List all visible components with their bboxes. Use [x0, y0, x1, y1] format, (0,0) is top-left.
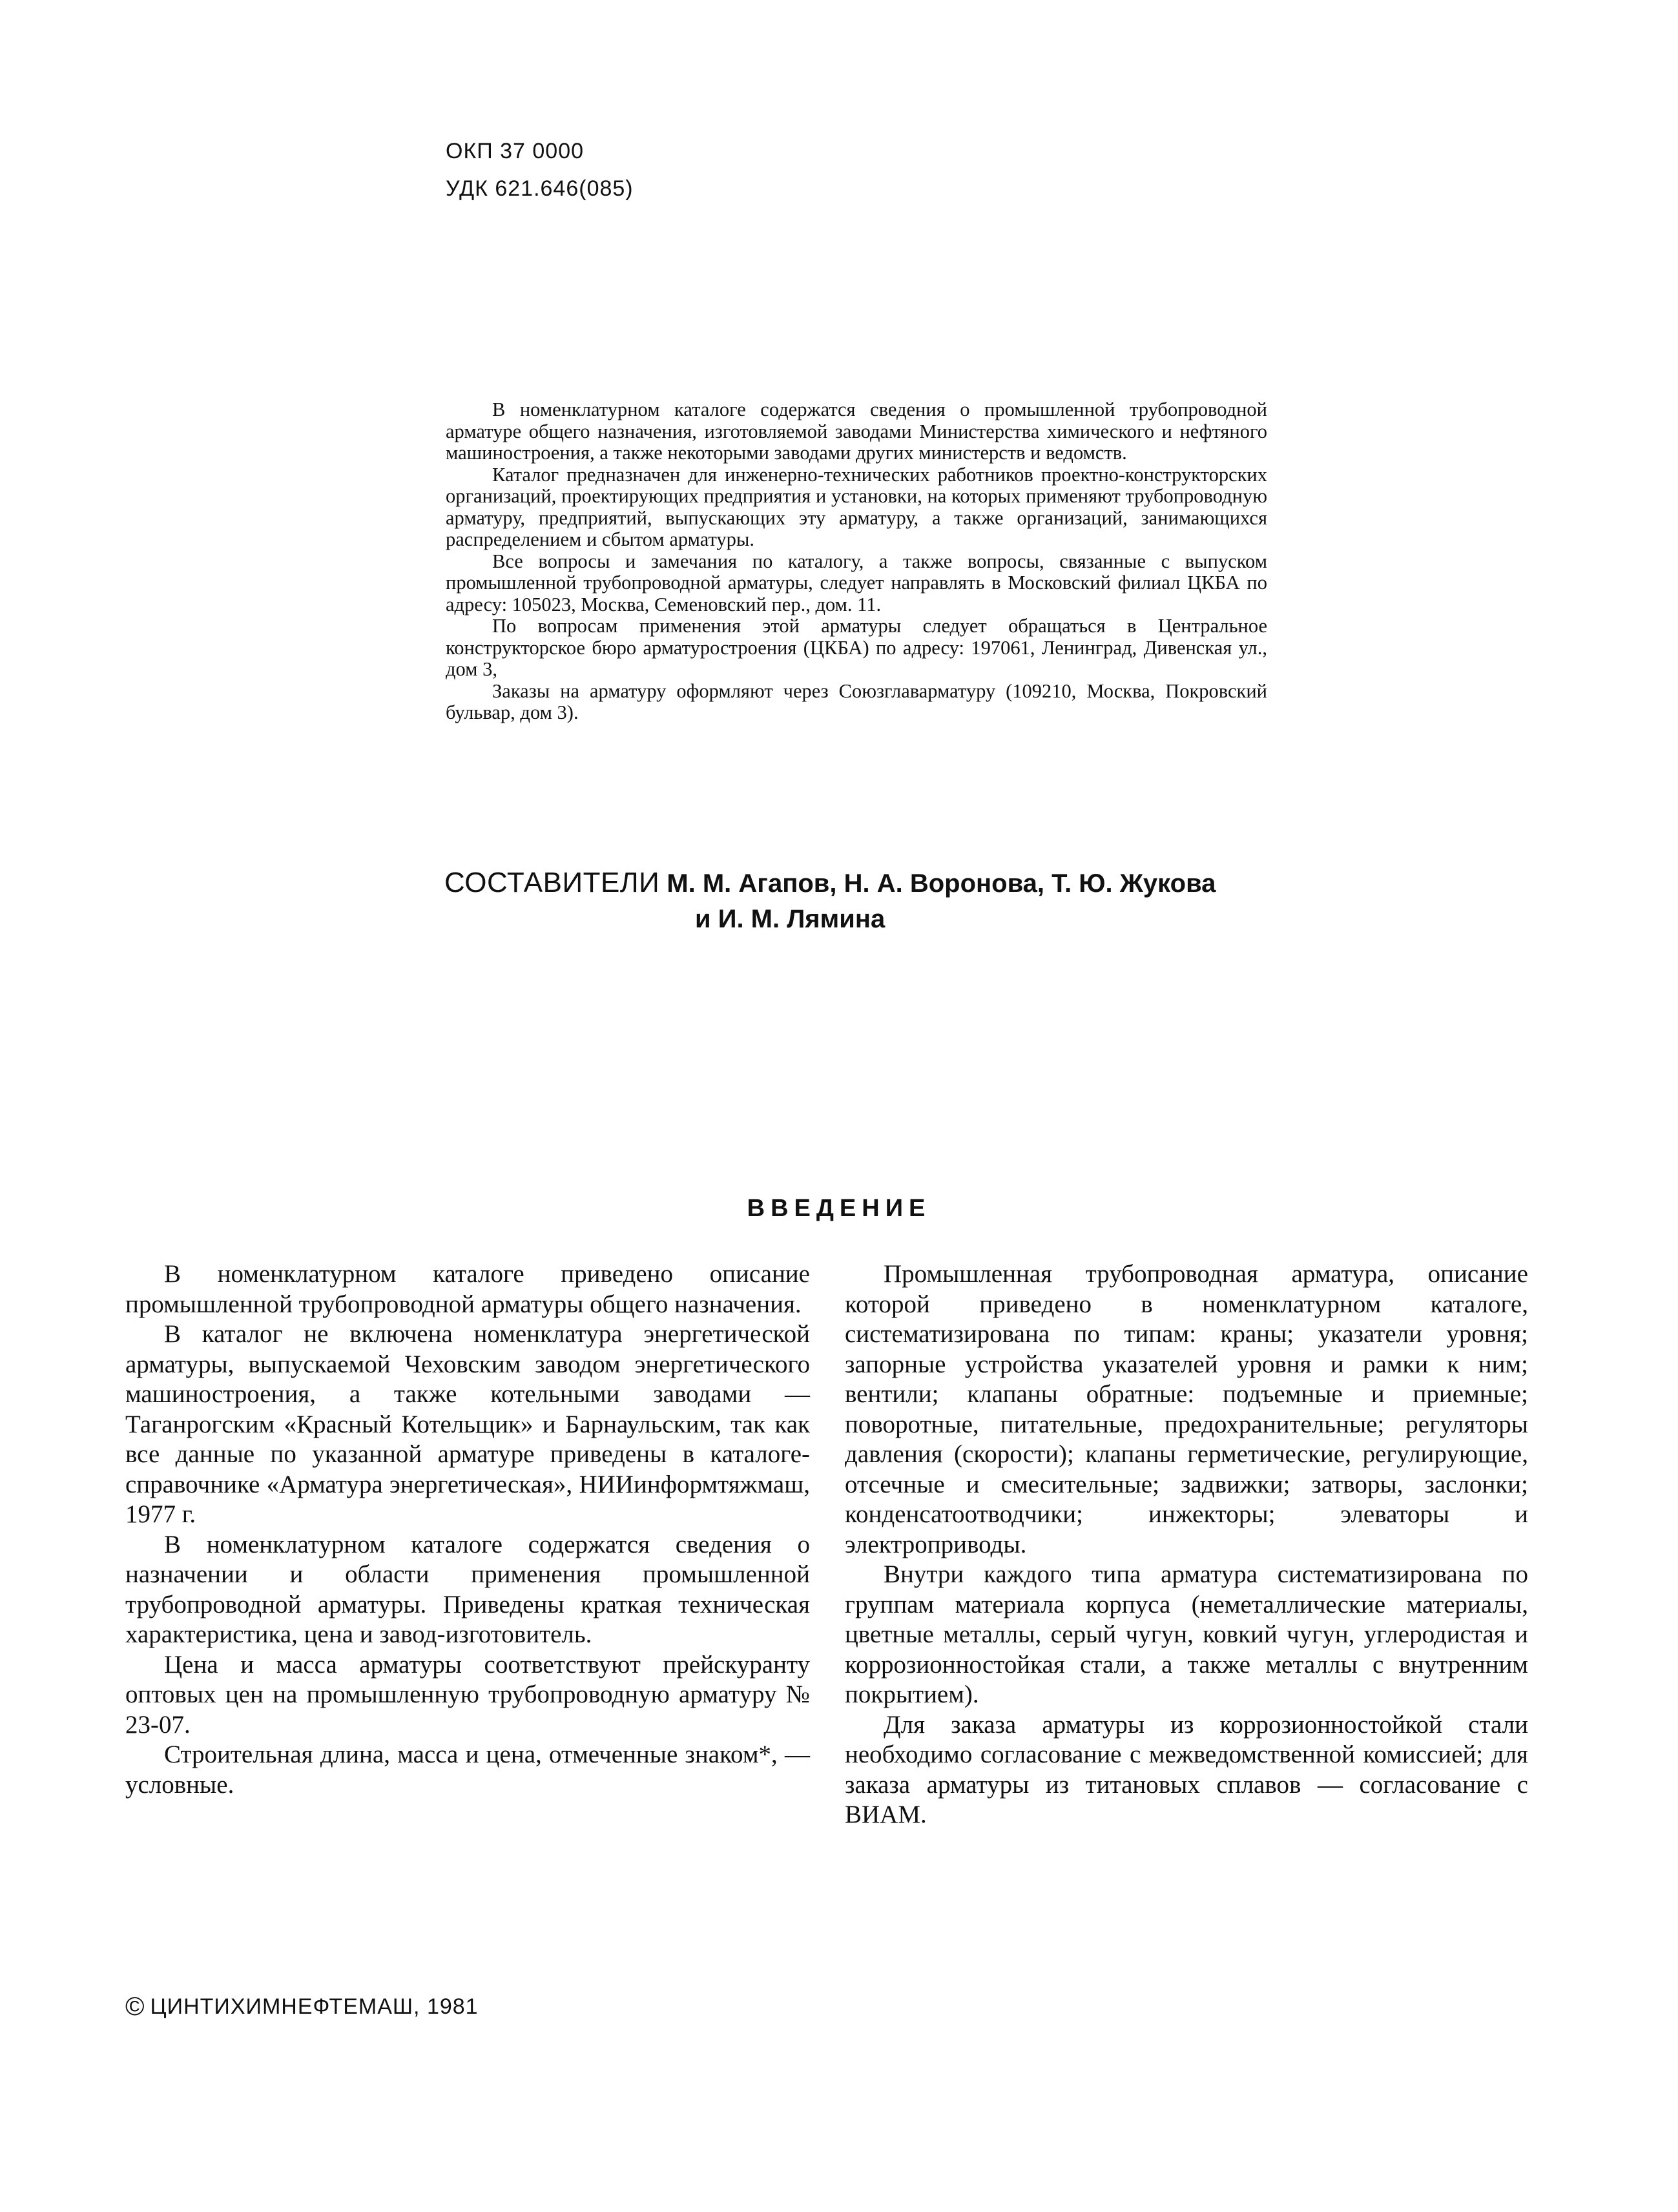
- compilers-names-continued: и И. М. Лямина: [695, 905, 886, 933]
- copyright-icon: ©: [125, 1992, 145, 2021]
- compilers: [444, 865, 1278, 936]
- compilers-names: М. М. Агапов, Н. А. Воронова, Т. Ю. Жукова: [667, 869, 1216, 898]
- okp-code: ОКП 37 0000: [446, 139, 585, 163]
- annotation-paragraph: По вопросам применения этой арматуры следует обращаться в Центральное конструкторское бюро арматуростроения (ЦКБА) по адресу: 197061, Ленинград, Дивенская ул., дом 3,: [446, 615, 1267, 680]
- intro-paragraph: Для заказа арматуры из коррозионностойкой стали необходимо согласование с межведомственной комиссией; для заказа арматуры из титановых сплавов — согласование с ВИАМ.: [845, 1710, 1528, 1828]
- publisher: ЦИНТИХИМНЕФТЕМАШ, 1981: [150, 1994, 479, 2019]
- intro-paragraph: Цена и масса арматуры соответствуют прейскуранту оптовых цен на промышленную трубопроводную арматуру № 23-07.: [125, 1650, 810, 1739]
- intro-paragraph: В номенклатурном каталоге содержатся сведения о назначении и области применения промышленной трубопроводной арматуры. Приведены краткая техническая характеристика, цена и завод-изготовитель.: [125, 1530, 810, 1648]
- intro-paragraph: В каталог не включена номенклатура энергетической арматуры, выпускаемой Чеховским заводом энергетического машиностроения, а также котельными заводами — Таганрогским «Красный Котельщик» и Барнаульским, так как все данные по указанной арматуре приведены в каталоге-справочнике «Арматура энергетическая», НИИинформтяжмаш, 1977 г.: [125, 1320, 810, 1528]
- annotation: [446, 399, 1267, 724]
- annotation-paragraph: Каталог предназначен для инженерно-технических работников проектно-конструкторских организаций, проектирующих предприятия и установки, на которых применяют трубопроводную арматуру, предприятий, выпускающих эту арматуру, а также организаций, занимающихся распределением и сбытом арматуры.: [446, 463, 1267, 550]
- intro-paragraph: В номенклатурном каталоге приведено описание промышленной трубопроводной арматуры общего назначения.: [125, 1260, 810, 1318]
- annotation-paragraph: В номенклатурном каталоге содержатся сведения о промышленной трубопроводной арматуре общего назначения, изготовляемой заводами Министерства химического и нефтяного машиностроения, а также некоторыми заводами других министерств и ведомств.: [446, 398, 1267, 464]
- annotation-paragraph: Заказы на арматуру оформляют через Союзглаварматуру (109210, Москва, Покровский бульвар, дом 3).: [446, 679, 1267, 723]
- annotation-paragraph: Все вопросы и замечания по каталогу, а также вопросы, связанные с выпуском промышленной трубопроводной арматуры, следует направлять в Московский филиал ЦКБА по адресу: 105023, Москва, Семеновский пер., дом. 11.: [446, 550, 1267, 615]
- classification-codes: [446, 132, 634, 207]
- intro-paragraph: Внутри каждого типа арматура систематизирована по группам материала корпуса (неметаллические материалы, цветные металлы, серый чугун, ковкий чугун, углеродистая и коррозионностойкая стали, а также металлы с внутренним покрытием).: [845, 1560, 1528, 1708]
- introduction-right-column: [845, 1259, 1528, 1830]
- compilers-label: СОСТАВИТЕЛИ: [444, 867, 660, 898]
- introduction-left-column: [125, 1259, 810, 1800]
- intro-paragraph: Промышленная трубопроводная арматура, описание которой приведено в номенклатурном каталоге, систематизирована по типам: краны; указатели уровня; запорные устройства указателей уровня и рамки к ним; вентили; клапаны обратные: подъемные и приемные; поворотные, питательные, предохранительные; регуляторы давления (скорости); клапаны герметические, регулирующие, отсечные и смесительные; задвижки; затворы, заслонки; конденсатоотводчики; инжекторы; элеваторы и электроприводы.: [845, 1260, 1528, 1558]
- introduction-title: ВВЕДЕНИЕ: [747, 1195, 931, 1222]
- intro-paragraph: Строительная длина, масса и цена, отмеченные знаком*, — условные.: [125, 1741, 810, 1799]
- udk-code: УДК 621.646(085): [446, 176, 634, 201]
- copyright-footer: [125, 1992, 479, 2021]
